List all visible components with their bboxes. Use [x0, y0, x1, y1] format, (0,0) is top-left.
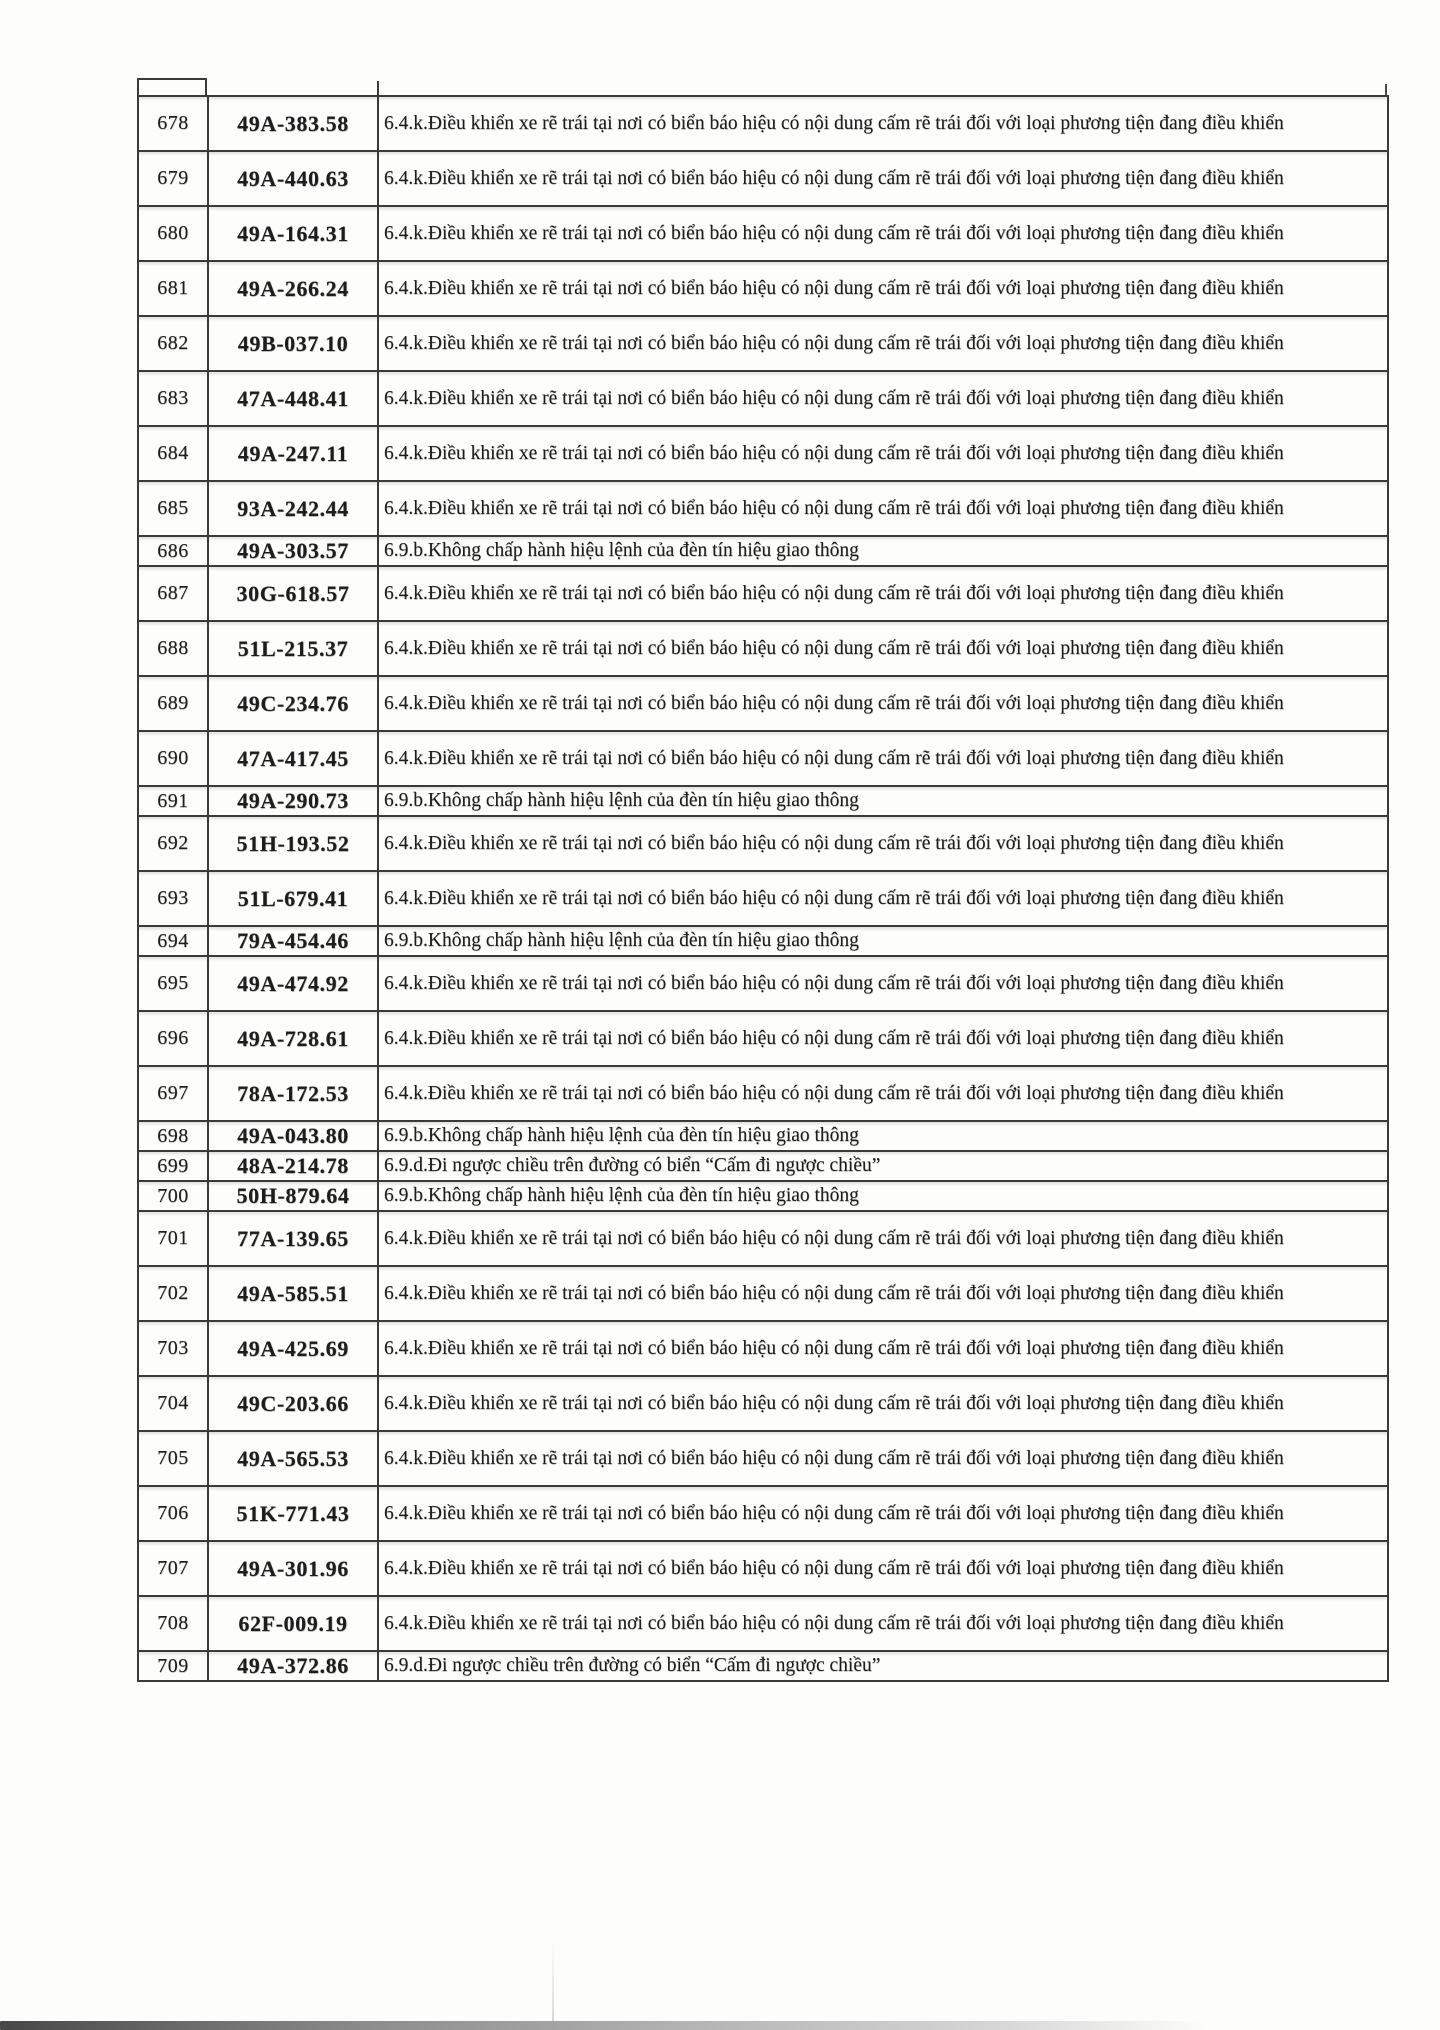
row-number: 709	[138, 1651, 208, 1681]
violation-description: 6.4.k.Điều khiển xe rẽ trái tại nơi có biển báo hiệu có nội dung cấm rẽ trái đối với loại phương tiện đang điều khiển	[378, 1211, 1388, 1266]
table-row	[138, 536, 1388, 566]
table-row	[138, 566, 1388, 621]
violation-description: 6.4.k.Điều khiển xe rẽ trái tại nơi có biển báo hiệu có nội dung cấm rẽ trái đối với loại phương tiện đang điều khiển	[378, 956, 1388, 1011]
table-row	[138, 316, 1388, 371]
row-number: 708	[138, 1596, 208, 1651]
table-row	[138, 371, 1388, 426]
license-plate: 49C-234.76	[208, 676, 378, 731]
violation-description: 6.4.k.Điều khiển xe rẽ trái tại nơi có biển báo hiệu có nội dung cấm rẽ trái đối với loại phương tiện đang điều khiển	[378, 871, 1388, 926]
license-plate: 49A-266.24	[208, 261, 378, 316]
row-number: 681	[138, 261, 208, 316]
violations-table	[137, 95, 1389, 1682]
row-number: 686	[138, 536, 208, 566]
row-number: 707	[138, 1541, 208, 1596]
row-number: 695	[138, 956, 208, 1011]
violation-description: 6.4.k.Điều khiển xe rẽ trái tại nơi có biển báo hiệu có nội dung cấm rẽ trái đối với loại phương tiện đang điều khiển	[378, 566, 1388, 621]
row-number: 680	[138, 206, 208, 261]
table-row	[138, 621, 1388, 676]
license-plate: 47A-448.41	[208, 371, 378, 426]
license-plate: 49A-440.63	[208, 151, 378, 206]
table-row	[138, 1266, 1388, 1321]
violation-description: 6.9.b.Không chấp hành hiệu lệnh của đèn tín hiệu giao thông	[378, 926, 1388, 956]
table-row	[138, 956, 1388, 1011]
violation-description: 6.4.k.Điều khiển xe rẽ trái tại nơi có biển báo hiệu có nội dung cấm rẽ trái đối với loại phương tiện đang điều khiển	[378, 1541, 1388, 1596]
violation-description: 6.9.b.Không chấp hành hiệu lệnh của đèn tín hiệu giao thông	[378, 1121, 1388, 1151]
table-row	[138, 1376, 1388, 1431]
table-row	[138, 1066, 1388, 1121]
table-row	[138, 1011, 1388, 1066]
violation-description: 6.4.k.Điều khiển xe rẽ trái tại nơi có biển báo hiệu có nội dung cấm rẽ trái đối với loại phương tiện đang điều khiển	[378, 731, 1388, 786]
violation-description: 6.4.k.Điều khiển xe rẽ trái tại nơi có biển báo hiệu có nội dung cấm rẽ trái đối với loại phương tiện đang điều khiển	[378, 261, 1388, 316]
table-row	[138, 1596, 1388, 1651]
row-number: 705	[138, 1431, 208, 1486]
table-row	[138, 1321, 1388, 1376]
table-row	[138, 426, 1388, 481]
license-plate: 49B-037.10	[208, 316, 378, 371]
violation-description: 6.4.k.Điều khiển xe rẽ trái tại nơi có biển báo hiệu có nội dung cấm rẽ trái đối với loại phương tiện đang điều khiển	[378, 1266, 1388, 1321]
license-plate: 49A-585.51	[208, 1266, 378, 1321]
violation-description: 6.4.k.Điều khiển xe rẽ trái tại nơi có biển báo hiệu có nội dung cấm rẽ trái đối với loại phương tiện đang điều khiển	[378, 206, 1388, 261]
license-plate: 79A-454.46	[208, 926, 378, 956]
license-plate: 51L-215.37	[208, 621, 378, 676]
license-plate: 51L-679.41	[208, 871, 378, 926]
table-row	[138, 871, 1388, 926]
row-number: 687	[138, 566, 208, 621]
violation-description: 6.4.k.Điều khiển xe rẽ trái tại nơi có biển báo hiệu có nội dung cấm rẽ trái đối với loại phương tiện đang điều khiển	[378, 481, 1388, 536]
license-plate: 49A-164.31	[208, 206, 378, 261]
violation-description: 6.4.k.Điều khiển xe rẽ trái tại nơi có biển báo hiệu có nội dung cấm rẽ trái đối với loại phương tiện đang điều khiển	[378, 151, 1388, 206]
license-plate: 49A-303.57	[208, 536, 378, 566]
violation-description: 6.4.k.Điều khiển xe rẽ trái tại nơi có biển báo hiệu có nội dung cấm rẽ trái đối với loại phương tiện đang điều khiển	[378, 1376, 1388, 1431]
table-row	[138, 1431, 1388, 1486]
scan-artifact-column-line	[377, 81, 379, 95]
violation-description: 6.4.k.Điều khiển xe rẽ trái tại nơi có biển báo hiệu có nội dung cấm rẽ trái đối với loại phương tiện đang điều khiển	[378, 676, 1388, 731]
license-plate: 49A-247.11	[208, 426, 378, 481]
table-row	[138, 1651, 1388, 1681]
table-row	[138, 1211, 1388, 1266]
row-number: 704	[138, 1376, 208, 1431]
row-number: 688	[138, 621, 208, 676]
row-number: 690	[138, 731, 208, 786]
license-plate: 47A-417.45	[208, 731, 378, 786]
license-plate: 49A-043.80	[208, 1121, 378, 1151]
license-plate: 49A-728.61	[208, 1011, 378, 1066]
row-number: 678	[138, 96, 208, 151]
violation-description: 6.4.k.Điều khiển xe rẽ trái tại nơi có biển báo hiệu có nội dung cấm rẽ trái đối với loại phương tiện đang điều khiển	[378, 1066, 1388, 1121]
license-plate: 78A-172.53	[208, 1066, 378, 1121]
row-number: 703	[138, 1321, 208, 1376]
license-plate: 49A-425.69	[208, 1321, 378, 1376]
license-plate: 50H-879.64	[208, 1181, 378, 1211]
table-row	[138, 816, 1388, 871]
row-number: 692	[138, 816, 208, 871]
table-row	[138, 1181, 1388, 1211]
violation-description: 6.4.k.Điều khiển xe rẽ trái tại nơi có biển báo hiệu có nội dung cấm rẽ trái đối với loại phương tiện đang điều khiển	[378, 96, 1388, 151]
scan-artifact-right-border-line	[1385, 84, 1387, 95]
violation-description: 6.4.k.Điều khiển xe rẽ trái tại nơi có biển báo hiệu có nội dung cấm rẽ trái đối với loại phương tiện đang điều khiển	[378, 621, 1388, 676]
table-row	[138, 206, 1388, 261]
row-number: 696	[138, 1011, 208, 1066]
scan-artifact-vertical-streak	[552, 1940, 554, 2030]
row-number: 683	[138, 371, 208, 426]
table-row	[138, 481, 1388, 536]
scan-artifact-truncated-cell	[137, 78, 207, 95]
row-number: 679	[138, 151, 208, 206]
table-row	[138, 1486, 1388, 1541]
row-number: 684	[138, 426, 208, 481]
violation-description: 6.9.b.Không chấp hành hiệu lệnh của đèn tín hiệu giao thông	[378, 786, 1388, 816]
table-row	[138, 926, 1388, 956]
violation-description: 6.9.b.Không chấp hành hiệu lệnh của đèn tín hiệu giao thông	[378, 536, 1388, 566]
row-number: 700	[138, 1181, 208, 1211]
violation-description: 6.9.d.Đi ngược chiều trên đường có biển “Cấm đi ngược chiều”	[378, 1651, 1388, 1681]
violation-description: 6.4.k.Điều khiển xe rẽ trái tại nơi có biển báo hiệu có nội dung cấm rẽ trái đối với loại phương tiện đang điều khiển	[378, 1321, 1388, 1376]
table-row	[138, 1541, 1388, 1596]
license-plate: 62F-009.19	[208, 1596, 378, 1651]
row-number: 682	[138, 316, 208, 371]
row-number: 701	[138, 1211, 208, 1266]
license-plate: 49A-565.53	[208, 1431, 378, 1486]
license-plate: 30G-618.57	[208, 566, 378, 621]
table-row	[138, 1151, 1388, 1181]
table-row	[138, 786, 1388, 816]
violation-description: 6.4.k.Điều khiển xe rẽ trái tại nơi có biển báo hiệu có nội dung cấm rẽ trái đối với loại phương tiện đang điều khiển	[378, 1011, 1388, 1066]
license-plate: 49A-301.96	[208, 1541, 378, 1596]
violation-description: 6.4.k.Điều khiển xe rẽ trái tại nơi có biển báo hiệu có nội dung cấm rẽ trái đối với loại phương tiện đang điều khiển	[378, 1596, 1388, 1651]
scan-artifact-bottom-bar	[0, 2021, 1245, 2030]
license-plate: 51H-193.52	[208, 816, 378, 871]
violation-description: 6.9.d.Đi ngược chiều trên đường có biển “Cấm đi ngược chiều”	[378, 1151, 1388, 1181]
license-plate: 49A-383.58	[208, 96, 378, 151]
row-number: 706	[138, 1486, 208, 1541]
table-row	[138, 676, 1388, 731]
violation-description: 6.9.b.Không chấp hành hiệu lệnh của đèn tín hiệu giao thông	[378, 1181, 1388, 1211]
license-plate: 49A-372.86	[208, 1651, 378, 1681]
license-plate: 93A-242.44	[208, 481, 378, 536]
row-number: 689	[138, 676, 208, 731]
license-plate: 49A-290.73	[208, 786, 378, 816]
row-number: 702	[138, 1266, 208, 1321]
row-number: 691	[138, 786, 208, 816]
row-number: 699	[138, 1151, 208, 1181]
row-number: 697	[138, 1066, 208, 1121]
license-plate: 77A-139.65	[208, 1211, 378, 1266]
table-row	[138, 261, 1388, 316]
license-plate: 49A-474.92	[208, 956, 378, 1011]
license-plate: 51K-771.43	[208, 1486, 378, 1541]
table-row	[138, 151, 1388, 206]
violation-description: 6.4.k.Điều khiển xe rẽ trái tại nơi có biển báo hiệu có nội dung cấm rẽ trái đối với loại phương tiện đang điều khiển	[378, 426, 1388, 481]
violation-description: 6.4.k.Điều khiển xe rẽ trái tại nơi có biển báo hiệu có nội dung cấm rẽ trái đối với loại phương tiện đang điều khiển	[378, 371, 1388, 426]
row-number: 694	[138, 926, 208, 956]
violation-description: 6.4.k.Điều khiển xe rẽ trái tại nơi có biển báo hiệu có nội dung cấm rẽ trái đối với loại phương tiện đang điều khiển	[378, 1431, 1388, 1486]
violations-table-body	[138, 96, 1388, 1681]
violation-description: 6.4.k.Điều khiển xe rẽ trái tại nơi có biển báo hiệu có nội dung cấm rẽ trái đối với loại phương tiện đang điều khiển	[378, 1486, 1388, 1541]
row-number: 698	[138, 1121, 208, 1151]
table-row	[138, 1121, 1388, 1151]
row-number: 693	[138, 871, 208, 926]
license-plate: 48A-214.78	[208, 1151, 378, 1181]
violation-description: 6.4.k.Điều khiển xe rẽ trái tại nơi có biển báo hiệu có nội dung cấm rẽ trái đối với loại phương tiện đang điều khiển	[378, 316, 1388, 371]
violation-description: 6.4.k.Điều khiển xe rẽ trái tại nơi có biển báo hiệu có nội dung cấm rẽ trái đối với loại phương tiện đang điều khiển	[378, 816, 1388, 871]
table-row	[138, 731, 1388, 786]
table-row	[138, 96, 1388, 151]
row-number: 685	[138, 481, 208, 536]
license-plate: 49C-203.66	[208, 1376, 378, 1431]
